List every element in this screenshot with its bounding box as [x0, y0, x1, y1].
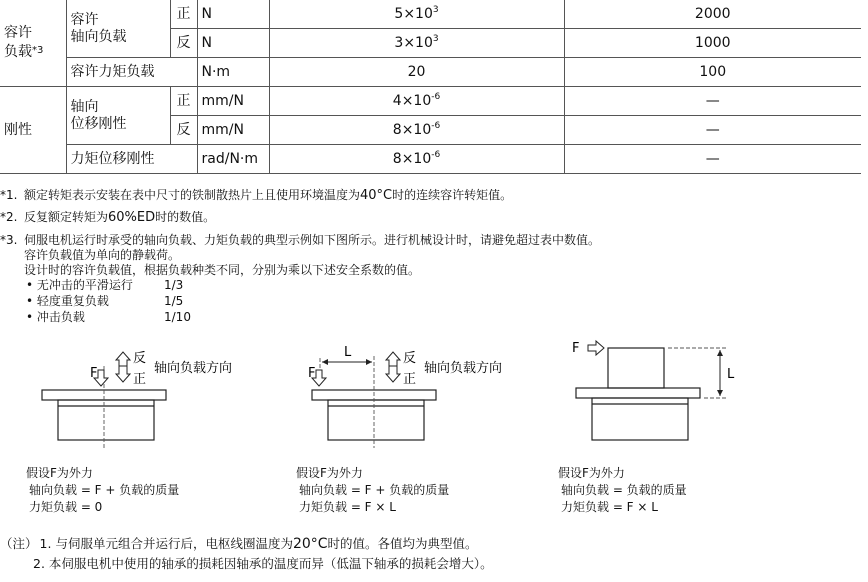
- list-item: • 轻度重复负载 1/5: [26, 294, 184, 308]
- value-exponent: 3: [432, 4, 439, 15]
- footnote-text: 额定转矩表示安装在表中尺寸的铁制散热片上且使用环境温度为: [24, 188, 361, 202]
- factor-label: 冲击负载: [36, 310, 85, 324]
- note-prefix: （注）: [0, 536, 38, 551]
- moment-rigidity-label: 力矩位移刚性: [66, 145, 197, 174]
- value-cell-1: [269, 87, 564, 116]
- footnote-text: 时的连续容许转矩值。: [392, 188, 513, 202]
- note-text: 时的值。各值均为典型值。: [327, 536, 478, 551]
- footnote-3-line-2: 容许负载值为单向的静载荷。: [24, 248, 181, 262]
- value-base: 5×10: [394, 5, 433, 22]
- axial-disp-label-1: 轴向: [70, 98, 99, 115]
- caption-2: [296, 465, 449, 516]
- footnote-mark: *3.: [0, 233, 18, 247]
- value-exponent: -6: [431, 149, 441, 160]
- reverse-label: 反: [403, 351, 417, 366]
- direction-forward: 正: [170, 0, 197, 29]
- axial-load-label-2: 轴向负载: [70, 28, 127, 45]
- factor-label: 轻度重复负载: [36, 294, 109, 308]
- caption-3: [558, 465, 687, 516]
- arrowhead-icon: [717, 390, 723, 396]
- value-cell-1: [269, 0, 564, 29]
- note-mark: *3: [32, 45, 44, 56]
- axial-load-label-1: 容许: [70, 11, 99, 28]
- caption-1: [26, 465, 179, 516]
- table-row: [0, 58, 861, 87]
- factor-value: 1/3: [164, 278, 184, 292]
- allowable-load-label: 容许: [4, 25, 32, 41]
- direction-reverse: 反: [170, 29, 197, 58]
- note-value: 20°C: [292, 536, 328, 552]
- caption-line: 力矩负载 = F × L: [561, 500, 658, 514]
- footnote-3-line-3: 设计时的容许负载值，根据负载种类不同，分别为乘以下述安全系数的值。: [24, 263, 421, 277]
- direction-reverse: 反: [170, 116, 197, 145]
- value-cell-1: [269, 116, 564, 145]
- distance-label: L: [344, 345, 352, 360]
- table-row: [0, 0, 861, 29]
- value-exponent: -6: [431, 91, 441, 102]
- arrow-down-icon: [386, 366, 400, 382]
- footnote-1: [0, 187, 512, 204]
- unit-cell: N: [197, 29, 269, 58]
- footnote-mark: *1.: [0, 188, 18, 202]
- allowable-load-label-2: 负载: [4, 44, 32, 60]
- value-exponent: -6: [431, 120, 441, 131]
- unit-cell: mm/N: [197, 87, 269, 116]
- caption-line: 轴向负载 = 负载的质量: [561, 483, 687, 497]
- forward-label: 正: [133, 372, 147, 387]
- note-number: 1.: [39, 536, 52, 551]
- factor-label: 无冲击的平滑运行: [36, 278, 133, 292]
- note-2: [33, 555, 493, 573]
- direction-forward: 正: [170, 87, 197, 116]
- flange-plate: [576, 388, 700, 398]
- caption-title: 假设F为外力: [296, 466, 363, 480]
- moment-load-diagram: [560, 336, 760, 456]
- rigidity-label: 刚性: [0, 87, 66, 174]
- value-cell-2: 100: [564, 58, 861, 87]
- reverse-label: 反: [133, 351, 147, 366]
- arrowhead-icon: [366, 359, 372, 365]
- caption-line: 轴向负载 = F + 负载的质量: [29, 483, 180, 497]
- caption-title: 假设F为外力: [26, 466, 93, 480]
- note-1: [0, 535, 478, 553]
- table-row: [0, 145, 861, 174]
- footnote-2: [0, 209, 215, 226]
- axial-direction-label: 轴向负载方向: [154, 361, 233, 376]
- axial-load-diagram-1: [0, 340, 260, 460]
- value-base: 4×10: [392, 92, 432, 109]
- value-cell-2: 2000: [564, 0, 861, 29]
- value-base: 3×10: [394, 34, 433, 51]
- list-item: • 无冲击的平滑运行 1/3: [26, 278, 184, 292]
- force-label: F: [90, 366, 98, 381]
- note-number: 2.: [33, 556, 45, 571]
- axial-load-diagram-2: [270, 340, 530, 460]
- caption-line: 力矩负载 = F × L: [299, 500, 396, 514]
- unit-cell: rad/N·m: [197, 145, 269, 174]
- value-cell-1: [269, 29, 564, 58]
- forward-label: 正: [403, 372, 417, 387]
- force-label: F: [308, 366, 316, 381]
- unit-cell: mm/N: [197, 116, 269, 145]
- unit-cell: N: [197, 0, 269, 29]
- caption-title: 假设F为外力: [558, 466, 625, 480]
- footnote-value: 60%ED: [108, 210, 156, 225]
- value-cell-2: —: [564, 116, 861, 145]
- list-item: • 冲击负载 1/10: [26, 310, 191, 324]
- footnote-text: 时的数值。: [155, 210, 216, 224]
- footnote-mark: *2.: [0, 210, 18, 224]
- value-base: 8×10: [392, 150, 432, 167]
- axial-disp-label-2: 位移刚性: [70, 115, 127, 132]
- axial-direction-label: 轴向负载方向: [424, 361, 503, 376]
- distance-label: L: [727, 367, 735, 382]
- value-cell-1: 20: [269, 58, 564, 87]
- factor-value: 1/10: [164, 310, 191, 324]
- value-exponent: 3: [432, 33, 439, 44]
- note-text: 本伺服电机中使用的轴承的损耗因轴承的温度而异（低温下轴承的损耗会增大）。: [48, 556, 493, 571]
- arrowhead-icon: [322, 359, 328, 365]
- factor-value: 1/5: [164, 294, 184, 308]
- arrowhead-icon: [717, 350, 723, 356]
- value-cell-2: —: [564, 87, 861, 116]
- force-label: F: [572, 341, 580, 356]
- load-block: [608, 348, 664, 388]
- value-cell-2: 1000: [564, 29, 861, 58]
- footnote-text: 反复额定转矩为: [24, 210, 109, 224]
- spec-table: [0, 0, 861, 174]
- unit-cell: N·m: [197, 58, 269, 87]
- allowable-load-cell: [0, 0, 66, 87]
- footnote-value: 40°C: [360, 188, 393, 203]
- footnote-3: [0, 232, 600, 248]
- force-arrow-icon: [588, 341, 604, 355]
- axial-disp-cell: [66, 87, 170, 145]
- value-base: 8×10: [392, 121, 432, 138]
- axial-load-cell: [66, 0, 170, 58]
- arrow-down-icon: [116, 366, 130, 382]
- value-cell-2: —: [564, 145, 861, 174]
- moment-load-label: 容许力矩负载: [66, 58, 197, 87]
- table-row: [0, 87, 861, 116]
- footnote-text: 伺服电机运行时承受的轴向负载、力矩负载的典型示例如下图所示。进行机械设计时，请避免超过表中数值。: [24, 233, 601, 247]
- note-text: 与伺服单元组合并运行后，电枢线圈温度为: [55, 536, 293, 551]
- value-cell-1: [269, 145, 564, 174]
- caption-line: 力矩负载 = 0: [29, 500, 103, 514]
- caption-line: 轴向负载 = F + 负载的质量: [299, 483, 450, 497]
